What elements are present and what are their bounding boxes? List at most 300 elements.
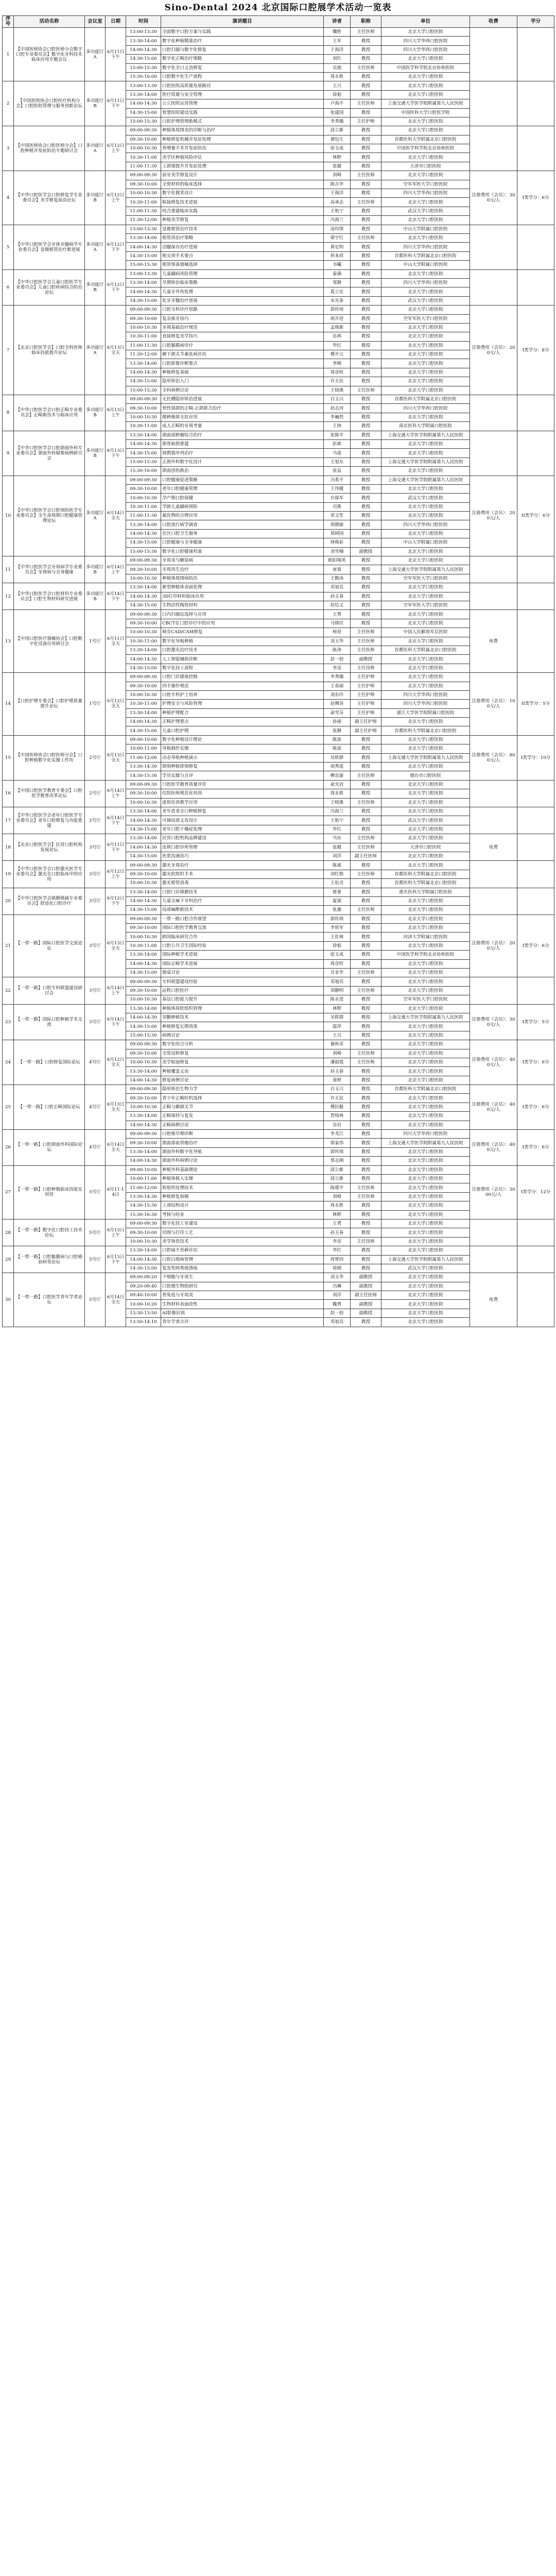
session-fee <box>470 395 517 431</box>
session-name: 【一带一路】国际口腔医学交流论坛 <box>14 914 85 977</box>
session-fee: 注册费用（会员）：3000元/人 <box>470 1165 517 1219</box>
talk-speaker-title: 副教授 <box>351 655 381 664</box>
talk-topic: 口腔公共卫生国际经验 <box>161 941 324 950</box>
talk-speaker: 李秀娥 <box>324 117 351 126</box>
talk-time: 13:30-14:00 <box>126 834 161 843</box>
talk-unit: 北京大学口腔医院 <box>381 153 470 162</box>
talk-speaker: 陈吉华 <box>324 180 351 189</box>
table-row <box>3 431 554 439</box>
talk-speaker-title: 教授 <box>351 1165 381 1174</box>
talk-speaker-title: 教授 <box>351 1219 381 1228</box>
talk-speaker-title: 教授 <box>351 189 381 198</box>
talk-unit: 北京大学口腔医院 <box>381 906 470 914</box>
talk-time: 14:00-14:30 <box>126 896 161 905</box>
talk-speaker-title: 主任技师 <box>351 1237 381 1246</box>
talk-time: 10:00-10:30 <box>126 933 161 941</box>
talk-unit: 中国医学科学院北京协和医院 <box>381 144 470 153</box>
session-room: 5号厅 <box>85 1165 106 1219</box>
session-room: 多功能厅A <box>85 306 106 395</box>
talk-time: 09:00-09:30 <box>126 556 161 565</box>
session-name: 【中华口腔医学会口腔颌面外科专业委员会】颌面外科疑难病例研讨会 <box>14 431 85 476</box>
talk-unit: 北京大学口腔医院 <box>381 1076 470 1084</box>
talk-speaker: 邱立新 <box>324 1175 351 1183</box>
talk-speaker: 周彦恒 <box>324 959 351 968</box>
talk-speaker: 王勇 <box>324 610 351 619</box>
table-row <box>3 28 554 37</box>
talk-speaker: 李秀娥 <box>324 673 351 682</box>
talk-speaker-title: 主任医师 <box>351 843 381 852</box>
talk-speaker-title: 主任医师 <box>351 63 381 72</box>
talk-speaker-title: 教授 <box>351 1094 381 1103</box>
talk-time: 09:30-10:00 <box>126 1139 161 1147</box>
talk-time: 14:30-15:30 <box>126 1201 161 1210</box>
session-date: 6月14日全天 <box>106 476 126 556</box>
talk-speaker: 徐韬 <box>324 941 351 950</box>
talk-topic: 老年口腔健康管理 <box>161 484 324 493</box>
talk-speaker-title: 教授 <box>351 861 381 870</box>
talk-unit: 北京大学口腔医院 <box>381 1219 470 1228</box>
talk-speaker: 李刚 <box>324 359 351 368</box>
talk-time: 09:30-10:00 <box>126 619 161 628</box>
talk-speaker-title: 教授 <box>351 556 381 565</box>
talk-time: 10:00-10:30 <box>126 494 161 502</box>
session-name: 【中华口腔医学会牙体牙髓病学专业委员会】显微根管治疗新进展 <box>14 225 85 269</box>
talk-unit: 北京大学口腔医院 <box>381 1067 470 1076</box>
talk-speaker: 俞光岩 <box>324 780 351 789</box>
talk-speaker-title: 主任医师 <box>351 870 381 878</box>
talk-speaker: 吴轶群 <box>324 1013 351 1022</box>
session-date: 6月12日下午 <box>106 225 126 269</box>
talk-speaker: 郭传瑸 <box>324 1147 351 1156</box>
talk-unit: 首都医科大学附属北京口腔医院 <box>381 1085 470 1094</box>
talk-time: 14:00-14:30 <box>126 816 161 825</box>
talk-speaker-title: 教授 <box>351 1157 381 1165</box>
session-credit: I类学分：5分 <box>517 1004 554 1040</box>
talk-time: 10:30-11:00 <box>126 502 161 511</box>
talk-time: 14:30-15:00 <box>126 1264 161 1273</box>
talk-speaker: 魏胜 <box>324 28 351 37</box>
talk-speaker-title: 主任医师 <box>351 798 381 807</box>
talk-topic: 种植修复机械并发症处理 <box>161 135 324 144</box>
talk-speaker: 李彦 <box>324 1237 351 1246</box>
talk-speaker: 孙玉春 <box>324 1228 351 1237</box>
talk-topic: 青年学者点评 <box>161 1318 324 1327</box>
session-number: 25 <box>3 1085 14 1130</box>
talk-topic: 颌面外科病例讨论 <box>161 1157 324 1165</box>
talk-speaker: 李铁军 <box>324 924 351 933</box>
talk-topic: 软组织处理技术 <box>161 1183 324 1192</box>
talk-speaker-title: 副教授 <box>351 547 381 556</box>
talk-topic: 数字化咬合分析 <box>161 1040 324 1049</box>
talk-topic: 3D打印材料临床应用 <box>161 592 324 601</box>
talk-topic: 数字化种植精准治疗 <box>161 37 324 45</box>
session-name: 【一带一路】国际口腔种植学术交流 <box>14 1004 85 1040</box>
talk-speaker: 王兴 <box>324 1031 351 1040</box>
table-row <box>3 126 554 135</box>
talk-speaker-title: 教授 <box>351 108 381 117</box>
talk-time: 11:00-11:30 <box>126 207 161 215</box>
session-name: 【中华口腔医学会口腔材料专业委员会】口腔生物材料研究进展 <box>14 583 85 610</box>
talk-speaker-title: 教授 <box>351 924 381 933</box>
talk-unit: 北京大学口腔医院 <box>381 81 470 90</box>
talk-speaker-title: 教授 <box>351 780 381 789</box>
talk-topic: 颌面创伤救治 <box>161 467 324 476</box>
session-credit: I类学分：6分 <box>517 171 554 225</box>
talk-topic: 无托槽隐形矫治进展 <box>161 395 324 404</box>
talk-speaker: 王晓燕 <box>324 386 351 395</box>
talk-time: 14:30-15:00 <box>126 852 161 860</box>
talk-time: 09:30-10:00 <box>126 314 161 323</box>
talk-speaker: 王勇 <box>324 1219 351 1228</box>
talk-time: 11:00-12:00 <box>126 753 161 762</box>
session-room: 4号厅 <box>85 1040 106 1085</box>
talk-speaker-title: 教授 <box>351 1255 381 1264</box>
talk-time: 10:30-11:00 <box>126 941 161 950</box>
talk-unit: 北京大学口腔医院 <box>381 287 470 296</box>
talk-time: 13:30-14:00 <box>126 1147 161 1156</box>
talk-speaker: 徐韬 <box>324 90 351 99</box>
talk-topic: 骨性错颌的正畸-正颌联合治疗 <box>161 404 324 413</box>
talk-topic: 全瓷冠桥修复 <box>161 1049 324 1058</box>
talk-time: 09:30-10:00 <box>126 986 161 995</box>
talk-topic: 社区口腔卫生服务 <box>161 529 324 538</box>
talk-speaker-title: 教授 <box>351 449 381 457</box>
talk-speaker-title: 副教授 <box>351 1300 381 1309</box>
talk-unit: 北京大学口腔医院 <box>381 529 470 538</box>
schedule-body <box>3 28 554 1327</box>
talk-topic: 美学饰瓷技术 <box>161 1237 324 1246</box>
talk-topic: 即刻种植即刻修复 <box>161 762 324 771</box>
talk-unit: 武汉大学口腔医院 <box>381 207 470 215</box>
talk-unit: 北京大学口腔医院 <box>381 198 470 207</box>
talk-time: 14:00-14:30 <box>126 45 161 54</box>
talk-unit: 北京大学口腔医院 <box>381 619 470 628</box>
talk-unit: 首都医科大学附属北京口腔医院 <box>381 395 470 404</box>
talk-topic: 种植美学修复 <box>161 216 324 225</box>
talk-speaker: 秦满 <box>324 269 351 278</box>
talk-speaker: 刘玉华 <box>324 1273 351 1282</box>
talk-unit: 首都医科大学附属北京口腔医院 <box>381 879 470 888</box>
session-name: 【中华口腔医学会老年口腔医学专业委员会】老年口腔修复与功能重建 <box>14 807 85 834</box>
session-name: 【一带一路】口腔修复国际论坛 <box>14 1040 85 1085</box>
talk-speaker: 许天民 <box>324 1094 351 1103</box>
talk-speaker-title: 教授 <box>351 422 381 431</box>
talk-unit: 上海交通大学医学院附属第九人民医院 <box>381 1255 470 1264</box>
talk-speaker: 赵信义 <box>324 601 351 610</box>
talk-time: 13:30-14:00 <box>126 359 161 368</box>
talk-time: 13:30-13:50 <box>126 1309 161 1317</box>
talk-unit: 北京大学口腔医院 <box>381 117 470 126</box>
session-room: 5号厅 <box>85 1273 106 1327</box>
talk-speaker: 周永胜 <box>324 789 351 798</box>
talk-time: 13:50-14:10 <box>126 1318 161 1327</box>
talk-speaker: 华红 <box>324 1246 351 1255</box>
talk-speaker: 刘东玲 <box>324 690 351 699</box>
talk-time: 15:00-15:30 <box>126 117 161 126</box>
talk-time: 09:30-10:00 <box>126 404 161 413</box>
talk-speaker-title: 教授 <box>351 153 381 162</box>
talk-speaker-title: 教授 <box>351 341 381 350</box>
talk-speaker-title: 主任医师 <box>351 1058 381 1066</box>
talk-unit: 北京大学口腔医院 <box>381 467 470 476</box>
col-header: 会议室 <box>85 16 106 28</box>
talk-speaker-title: 主任医师 <box>351 771 381 780</box>
session-date: 6月12日上午 <box>106 171 126 225</box>
talk-speaker-title: 教授 <box>351 995 381 1004</box>
talk-unit: 北京大学口腔医院 <box>381 1165 470 1174</box>
talk-unit: 北京大学口腔医院 <box>381 1192 470 1201</box>
talk-time: 13:30-14:00 <box>126 1112 161 1121</box>
session-credit <box>517 1273 554 1327</box>
talk-time: 10:30-11:00 <box>126 153 161 162</box>
talk-time: 09:30-10:00 <box>126 565 161 574</box>
session-number: 23 <box>3 1004 14 1040</box>
session-credit: I类学分：6分 <box>517 914 554 977</box>
talk-speaker: 彭歆 <box>324 439 351 448</box>
talk-speaker-title: 教授 <box>351 951 381 959</box>
talk-speaker: 赵佛容 <box>324 700 351 708</box>
talk-unit: 首都医科大学附属北京口腔医院 <box>381 135 470 144</box>
session-name: 【一带一路】口腔正畸国际论坛 <box>14 1085 85 1130</box>
talk-speaker-title: 教授 <box>351 359 381 368</box>
talk-speaker-title: 教授 <box>351 269 381 278</box>
talk-speaker: 张健 <box>324 162 351 171</box>
session-fee: 免费 <box>470 834 517 861</box>
talk-speaker-title: 教授 <box>351 1201 381 1210</box>
talk-time: 15:00-15:30 <box>126 386 161 395</box>
talk-time: 09:00-09:30 <box>126 977 161 986</box>
talk-unit: 北京大学口腔医院 <box>381 323 470 332</box>
talk-speaker: 郭传瑸 <box>324 306 351 314</box>
talk-speaker-title: 教授 <box>351 144 381 153</box>
talk-unit: 北京大学口腔医院 <box>381 762 470 771</box>
talk-topic: 种植修复取模 <box>161 1192 324 1201</box>
talk-speaker: 赵一姣 <box>324 1309 351 1317</box>
session-date: 6月13日全天 <box>106 735 126 780</box>
session-room: 3号厅 <box>85 914 106 977</box>
talk-speaker-title: 教授 <box>351 126 381 135</box>
talk-speaker: 林焕彩 <box>324 538 351 547</box>
talk-speaker-title: 教授 <box>351 413 381 421</box>
talk-speaker-title: 教授 <box>351 332 381 341</box>
talk-speaker-title: 教授 <box>351 565 381 574</box>
talk-time: 09:00-10:00 <box>126 1165 161 1174</box>
talk-topic: 口腔医院高质量发展路径 <box>161 81 324 90</box>
talk-speaker-title: 教授 <box>351 520 381 529</box>
talk-speaker: 卢海平 <box>324 99 351 108</box>
talk-speaker-title: 教授 <box>351 502 381 511</box>
session-room: 多功能厅B <box>85 269 106 306</box>
col-header: 学分 <box>517 16 554 28</box>
table-row <box>3 1246 554 1255</box>
talk-speaker-title: 教授 <box>351 789 381 798</box>
talk-time: 15:30-16:30 <box>126 1210 161 1219</box>
talk-time: 14:00-14:30 <box>126 1076 161 1084</box>
talk-topic: 跨国临床研究合作 <box>161 933 324 941</box>
talk-speaker-title: 教授 <box>351 439 381 448</box>
talk-time: 10:00-10:30 <box>126 879 161 888</box>
talk-topic: 口腔流行病学调查 <box>161 520 324 529</box>
talk-speaker-title: 教授 <box>351 762 381 771</box>
session-number: 22 <box>3 977 14 1004</box>
table-row <box>3 861 554 870</box>
talk-speaker-title: 教授 <box>351 574 381 583</box>
talk-topic: 切削与打印工艺 <box>161 1228 324 1237</box>
talk-unit: 北京大学口腔医院 <box>381 547 470 556</box>
talk-unit: 北京大学口腔医院 <box>381 834 470 843</box>
talk-topic: 早期矫治临床策略 <box>161 278 324 287</box>
talk-time: 15:00-15:30 <box>126 547 161 556</box>
session-fee: 注册费用（会员）：300元/人 <box>470 171 517 225</box>
session-name: 【一带一路】口腔黏膜病与口腔癌前病变论坛 <box>14 1246 85 1273</box>
talk-time: 14:00-14:30 <box>126 368 161 377</box>
talk-speaker: 姜婷 <box>324 1076 351 1084</box>
talk-speaker: 王松灵 <box>324 879 351 888</box>
session-number: 2 <box>3 81 14 126</box>
talk-time: 10:30-11:00 <box>126 637 161 646</box>
talk-topic: 新型种植体表面处理 <box>161 583 324 592</box>
talk-speaker: 欧阳翔英 <box>324 556 351 565</box>
session-name: 【一带一路】数字化口腔技工技术论坛 <box>14 1219 85 1246</box>
talk-speaker: 华红 <box>324 341 351 350</box>
talk-speaker: 陈德平 <box>324 1183 351 1192</box>
session-fee: 注册费用（会员）：400元/人 <box>470 1130 517 1166</box>
talk-topic: 口腔医学教育质量评价 <box>161 780 324 789</box>
talk-speaker: 谭包生 <box>324 135 351 144</box>
talk-speaker-title: 教授 <box>351 1130 381 1139</box>
talk-topic: 根管再治疗策略 <box>161 233 324 242</box>
talk-unit: 北京大学口腔医院 <box>381 825 470 834</box>
talk-time: 14:00-14:30 <box>126 1121 161 1129</box>
table-row <box>3 673 554 682</box>
talk-speaker-title: 教授 <box>351 207 381 215</box>
talk-time: 09:30-10:00 <box>126 1228 161 1237</box>
talk-unit: 北京大学口腔医院 <box>381 216 470 225</box>
talk-speaker: 柳忠豪 <box>324 771 351 780</box>
talk-time: 13:30-14:00 <box>126 1246 161 1255</box>
talk-unit: 北京大学口腔医院 <box>381 610 470 619</box>
session-credit <box>517 888 554 914</box>
talk-speaker: 刘洋 <box>324 852 351 860</box>
talk-unit: 北京大学口腔医院 <box>381 28 470 37</box>
talk-speaker: 孟焕新 <box>324 323 351 332</box>
talk-speaker: 孙玉春 <box>324 592 351 601</box>
talk-speaker: 于海洋 <box>324 189 351 198</box>
talk-speaker-title: 主任护师 <box>351 700 381 708</box>
talk-speaker-title: 教授 <box>351 896 381 905</box>
talk-time: 14:30-15:00 <box>126 906 161 914</box>
talk-speaker: 冯海兰 <box>324 807 351 816</box>
talk-time: 09:30-10:00 <box>126 1049 161 1058</box>
table-row <box>3 780 554 789</box>
talk-speaker-title: 主任护师 <box>351 690 381 699</box>
talk-unit: 北京大学口腔医院 <box>381 969 470 977</box>
session-date: 6月13日全天 <box>106 306 126 395</box>
talk-time: 14:30-15:00 <box>126 108 161 117</box>
talk-unit: 北京大学口腔医院 <box>381 1004 470 1013</box>
talk-time: 13:30-14:00 <box>126 90 161 99</box>
talk-unit: 首都医科大学附属北京口腔医院 <box>381 646 470 654</box>
talk-speaker: 陈永进 <box>324 995 351 1004</box>
talk-time: 09:30-10:00 <box>126 924 161 933</box>
talk-unit: 北京大学口腔医院 <box>381 682 470 690</box>
talk-speaker: 孙丽 <box>324 718 351 726</box>
talk-time: 13:30-14:00 <box>126 646 161 654</box>
talk-speaker: 刘红艳 <box>324 870 351 878</box>
session-name: 【中华口腔医学会儿童口腔医学专业委员会】儿童口腔疾病综合防治论坛 <box>14 269 85 306</box>
talk-unit: 北京大学口腔医院 <box>381 986 470 995</box>
talk-speaker: 邓旭亮 <box>324 977 351 986</box>
session-room: 3号厅 <box>85 834 106 861</box>
talk-speaker: 凌均棨 <box>324 225 351 233</box>
session-date: 6月12日全天 <box>106 1040 126 1085</box>
talk-unit: 四川大学华西口腔医院 <box>381 37 470 45</box>
session-fee: 注册费用（会员）：200元/人 <box>470 914 517 977</box>
session-name: 【北京口腔医学会】口腔全科医师临床技能提升论坛 <box>14 306 85 395</box>
talk-topic: 口腔门诊感染控制 <box>161 673 324 682</box>
talk-unit: 北京大学口腔医院 <box>381 1246 470 1255</box>
talk-speaker-title: 教授 <box>351 538 381 547</box>
talk-topic: 学龄儿童龋病预防 <box>161 502 324 511</box>
session-fee: 注册费用（会员）：200元/人 <box>470 476 517 556</box>
talk-speaker-title: 教授 <box>351 494 381 502</box>
talk-speaker: 张陈平 <box>324 431 351 439</box>
talk-speaker: 刘静明 <box>324 986 351 995</box>
talk-speaker: 荣文笙 <box>324 512 351 520</box>
talk-time: 13:00-13:30 <box>126 269 161 278</box>
talk-speaker-title: 主任医师 <box>351 906 381 914</box>
session-credit: I类学分：10分 <box>517 735 554 780</box>
talk-speaker-title: 教授 <box>351 744 381 753</box>
talk-speaker: 郭传瑸 <box>324 914 351 923</box>
talk-time: 09:40-10:00 <box>126 1291 161 1300</box>
talk-unit: 北京大学口腔医院 <box>381 306 470 314</box>
talk-unit: 天津市口腔医院 <box>381 162 470 171</box>
table-row <box>3 610 554 619</box>
talk-time: 13:30-14:00 <box>126 708 161 717</box>
talk-topic: 医疗质量与安全管理 <box>161 90 324 99</box>
talk-speaker: 王春丽 <box>324 682 351 690</box>
talk-time: 09:30-10:00 <box>126 1094 161 1103</box>
talk-speaker: 郁葱 <box>324 888 351 896</box>
talk-speaker-title: 教授 <box>351 941 381 950</box>
talk-time: 15:30-16:00 <box>126 467 161 476</box>
talk-speaker-title: 教授 <box>351 350 381 359</box>
session-fee <box>470 977 517 1004</box>
talk-topic: 国际正畸学术进展 <box>161 959 324 968</box>
session-credit <box>517 610 554 673</box>
col-header: 日期 <box>106 16 126 28</box>
session-number: 3 <box>3 126 14 171</box>
talk-unit: 上海交通大学医学院附属第九人民医院 <box>381 431 470 439</box>
talk-speaker: 李巍然 <box>324 413 351 421</box>
session-credit: II类学分：5分 <box>517 673 554 736</box>
session-room: 多功能厅B <box>85 556 106 583</box>
session-fee <box>470 81 517 126</box>
talk-topic: 孕产期口腔保健 <box>161 494 324 502</box>
talk-unit: 烟台市口腔医院 <box>381 771 470 780</box>
table-row <box>3 556 554 565</box>
talk-speaker-title: 教授 <box>351 37 381 45</box>
talk-speaker-title: 副教授 <box>351 1273 381 1282</box>
talk-topic: 口腔门诊镇静技术 <box>161 888 324 896</box>
session-name: 【中华口腔医学会牙周病学专业委员会】牙周病与全身健康 <box>14 556 85 583</box>
talk-topic: 骨免疫与牙周炎 <box>161 1291 324 1300</box>
table-row <box>3 977 554 986</box>
talk-time: 13:30-14:00 <box>126 807 161 816</box>
talk-unit: 北京大学口腔医院 <box>381 673 470 682</box>
session-date: 6月13日下午 <box>106 1246 126 1273</box>
